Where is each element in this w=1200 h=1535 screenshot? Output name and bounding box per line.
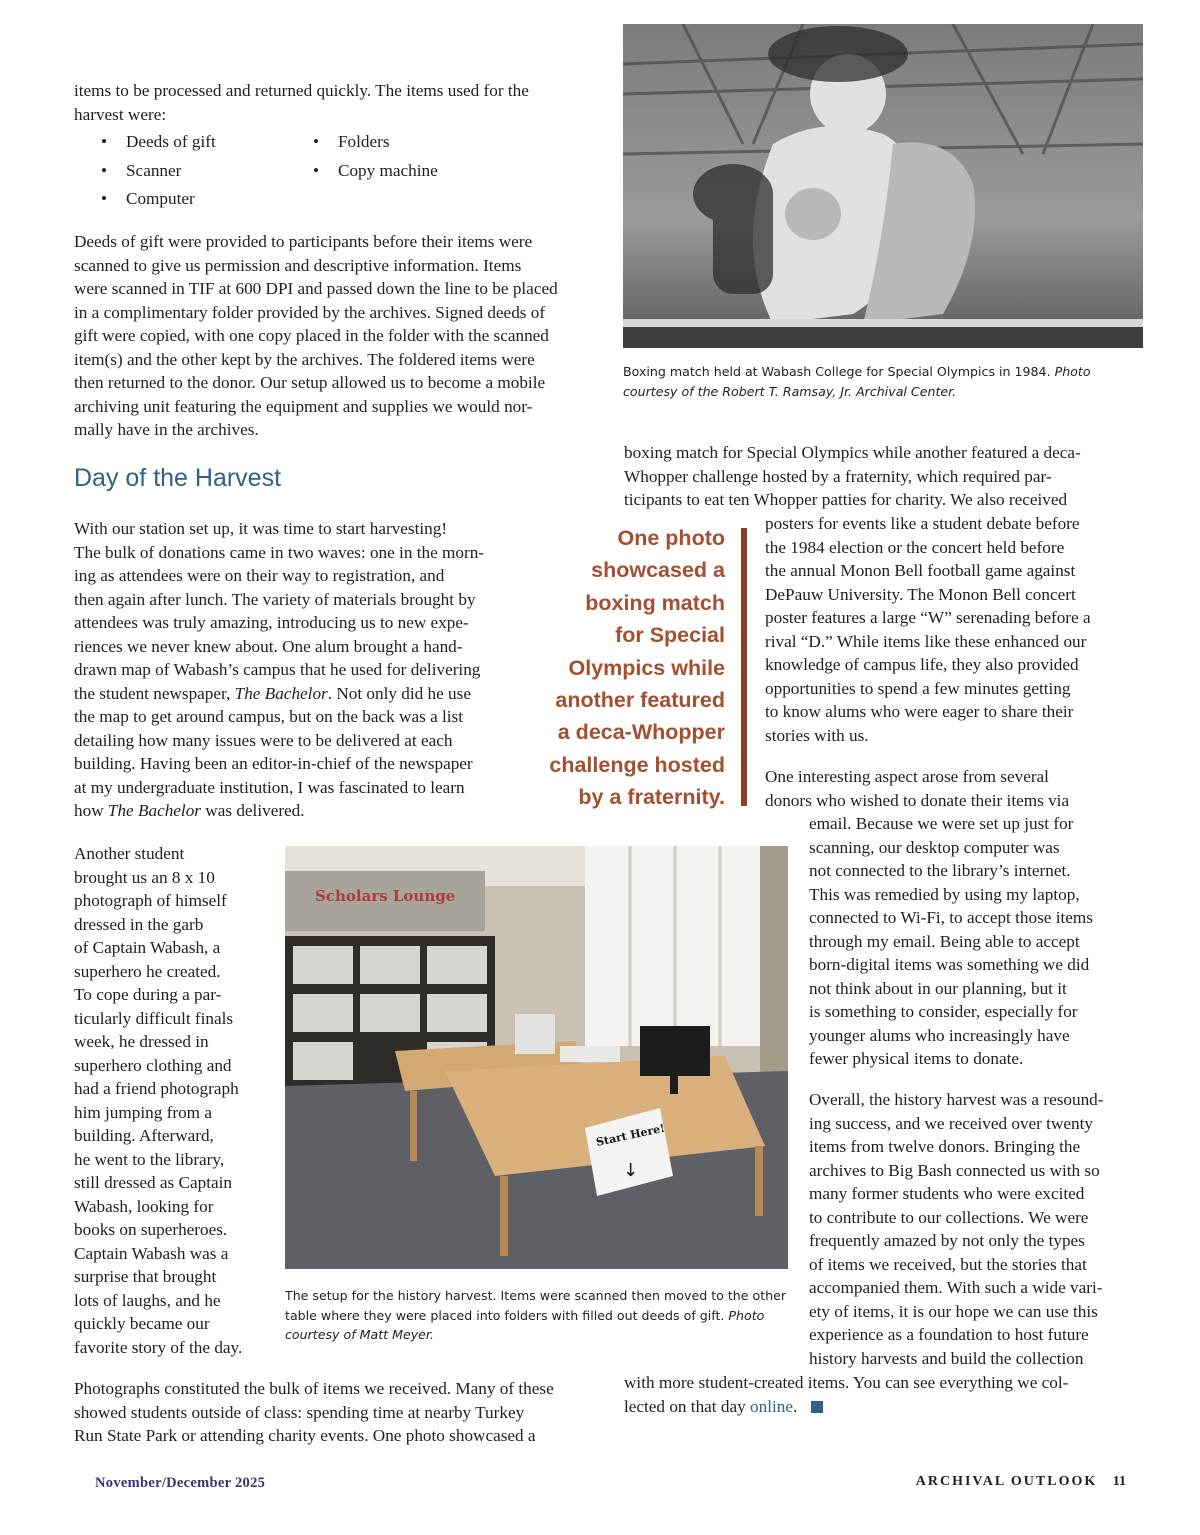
text-line: he went to the library, [74, 1149, 225, 1169]
boxing-photo-graphic [623, 24, 1143, 348]
text-line: building. Afterward, [74, 1126, 214, 1145]
text-line: the 1984 election or the concert held before [765, 537, 1065, 557]
text-line: harvest were: [74, 104, 167, 124]
pull-quote-line: boxing match [585, 590, 725, 615]
text-line: of items we received, but the stories that [809, 1254, 1087, 1274]
text-line: quickly became our [74, 1314, 210, 1333]
text-line: connected to Wi-Fi, to accept those items [809, 908, 1093, 927]
text-line: Deeds of gift were provided to participants before their items were [74, 232, 533, 251]
text-line: ing success, and we received over twenty [809, 1113, 1093, 1133]
text-line: of Captain Wabash, a [74, 938, 221, 957]
text-line: ticularly difficult finals [74, 1008, 234, 1028]
text-line: how The Bachelor was delivered. [74, 801, 305, 820]
photographs-paragraph [74, 1377, 619, 1448]
pull-quote-line: Olympics while [568, 655, 725, 680]
text-line: detailing how many issues were to be delivered at each [74, 730, 453, 750]
text-line: One interesting aspect arose from several [765, 767, 1049, 786]
text-line: To cope during a par- [74, 985, 222, 1004]
captain-wabash-paragraph [74, 842, 279, 1359]
text-line: favorite story of the day. [74, 1337, 243, 1357]
text-line: scanning, our desktop computer was [809, 837, 1060, 857]
text-line: at my undergraduate institution, I was fascinated to learn [74, 777, 465, 797]
text-line: archives to Big Bash connected us with so [809, 1160, 1100, 1180]
text-line: him jumping from a [74, 1102, 212, 1122]
overall-paragraph [809, 1088, 1144, 1370]
history-harvest-setup-photo [285, 846, 788, 1269]
text-line: not think about in our planning, but it [809, 978, 1067, 998]
text-line: Another student [74, 844, 185, 863]
text-line: posters for events like a student debate before [765, 514, 1080, 533]
text-line: the student newspaper, The Bachelor. Not only did he use [74, 683, 471, 703]
list-item: • Computer [74, 185, 304, 214]
text-line: fewer physical items to donate. [809, 1049, 1024, 1068]
text-line: email. Because we were set up just for [809, 814, 1074, 833]
text-line: donors who wished to donate their items via [765, 790, 1070, 810]
text-line: had a friend photograph [74, 1079, 239, 1098]
text-line: with more student-created items. You can see everything we col- [624, 1373, 1069, 1392]
text-line: items to be processed and returned quickly. The items used for the [74, 81, 529, 100]
boxing-photo-caption [623, 362, 1123, 401]
text-line: many former students who were excited [809, 1184, 1085, 1203]
text-line: photograph of himself [74, 891, 227, 910]
caption-text: The setup for the history harvest. Items were scanned then moved to the other table where they were placed into folders with filled out deeds of gift. [285, 1288, 787, 1323]
list-item: • Deeds of gift [74, 128, 304, 157]
equipment-list-col1 [74, 128, 304, 214]
text-line: books on superheroes. [74, 1220, 228, 1239]
text-line: still dressed as Captain [74, 1173, 233, 1192]
newspaper-title: The Bachelor [107, 801, 201, 820]
boxing-continuation-paragraph [624, 441, 1139, 512]
pull-quote-line: One photo [617, 526, 725, 550]
text-line: mally have in the archives. [74, 420, 259, 439]
text-line: items from twelve donors. Bringing the [809, 1137, 1081, 1156]
text-line: then returned to the donor. Our setup allowed us to become a mobile [74, 373, 546, 392]
newspaper-title: The Bachelor [234, 683, 328, 703]
text-line: Run State Park or attending charity events. One photo showcased a [74, 1426, 536, 1445]
text-line: boxing match for Special Olympics while another featured a deca- [624, 443, 1081, 462]
deeds-paragraph [74, 230, 619, 442]
text-line: the annual Monon Bell football game against [765, 561, 1076, 580]
equipment-list-col2 [286, 128, 516, 185]
pull-quote-line: another featured [555, 688, 725, 713]
text-line: riences we never knew about. One alum brought a hand- [74, 636, 463, 656]
text-line: gift were copied, with one copy placed in the folder with the scanned [74, 326, 549, 345]
pull-quote-rule [741, 528, 747, 806]
text-line: to contribute to our collections. We were [809, 1207, 1089, 1227]
pull-quote-line: challenge hosted [549, 752, 725, 777]
section-heading: Day of the Harvest [74, 464, 282, 492]
text-line: lots of laughs, and he [74, 1290, 221, 1310]
caption-credit: Photo courtesy of the Robert T. Ramsay, Jr. Archival Center. [623, 364, 1091, 399]
text-line: experience as a foundation to host future [809, 1325, 1089, 1344]
banner-text: Scholars Lounge [315, 887, 456, 905]
text-line: surprise that brought [74, 1267, 217, 1286]
text-line: Overall, the history harvest was a resound- [809, 1090, 1104, 1109]
email-donation-paragraph-a [765, 765, 1140, 812]
pull-quote-line: for Special [615, 623, 725, 648]
text-line: This was remedied by using my laptop, [809, 884, 1080, 904]
text-line: is something to consider, especially for [809, 1002, 1078, 1021]
text-line: archiving unit featuring the equipment and supplies we would nor- [74, 396, 533, 416]
closing-punctuation: . [792, 1396, 798, 1416]
text-line: history harvests and build the collection [809, 1348, 1084, 1368]
text-line: week, he dressed in [74, 1032, 209, 1051]
text-line: in a complimentary folder provided by the archives. Signed deeds of [74, 302, 546, 322]
sign-arrow: ↓ [623, 1160, 639, 1181]
text-line: DePauw University. The Monon Bell concert [765, 584, 1076, 604]
pull-quote-line: showcased a [591, 558, 725, 583]
list-item: • Folders [286, 128, 516, 157]
text-line: Wabash, looking for [74, 1196, 214, 1216]
text-line: ety of items, it is our hope we can use this [809, 1301, 1098, 1321]
setup-photo-caption [285, 1286, 790, 1345]
text-line: Photographs constituted the bulk of items we received. Many of these [74, 1379, 554, 1398]
online-link[interactable]: online [750, 1396, 793, 1416]
end-mark-icon [811, 1401, 823, 1413]
page-number: 11 [1112, 1474, 1126, 1489]
pull-quote-line: by a fraternity. [578, 785, 725, 810]
text-line: dressed in the garb [74, 914, 204, 934]
text-line: ticipants to eat ten Whopper patties for charity. We also received [624, 490, 1068, 509]
text-line: superhero clothing and [74, 1055, 232, 1075]
boxing-match-photo [623, 24, 1143, 348]
text-line: item(s) and the other kept by the archives. The foldered items were [74, 349, 535, 369]
text-line: drawn map of Wabash’s campus that he used for delivering [74, 660, 481, 679]
text-line: attendees was truly amazing, introducing us to new expe- [74, 613, 469, 632]
issue-date: November/December 2025 [95, 1475, 266, 1491]
text-line: then again after lunch. The variety of materials brought by [74, 589, 476, 609]
text-line: superhero he created. [74, 961, 221, 981]
text-line: With our station set up, it was time to start harvesting! [74, 519, 448, 538]
list-item: • Scanner [74, 157, 304, 186]
text-line: born-digital items was something we did [809, 955, 1090, 974]
intro-paragraph [74, 79, 614, 126]
text-line: to know alums who were eager to share their [765, 702, 1074, 721]
pull-quote [520, 522, 725, 814]
text-line: Captain Wabash was a [74, 1243, 229, 1263]
text-line: ing as attendees were on their way to registration, and [74, 566, 445, 585]
text-line: The bulk of donations came in two waves: one in the morn- [74, 542, 485, 562]
text-line: brought us an 8 x 10 [74, 867, 215, 887]
caption-text: Boxing match held at Wabash College for Special Olympics in 1984. [623, 364, 1051, 379]
text-line: building. Having been an editor-in-chief of the newspaper [74, 754, 473, 773]
text-line: scanned to give us permission and descriptive information. Items [74, 255, 522, 275]
text-line [624, 1395, 1144, 1419]
text-line: were scanned in TIF at 600 DPI and passed down the line to be placed [74, 279, 558, 298]
text-line: opportunities to spend a few minutes getting [765, 678, 1071, 698]
posters-paragraph [765, 512, 1140, 747]
text-line: Whopper challenge hosted by a fraternity, which required par- [624, 466, 1052, 486]
text-line: poster features a large “W” serenading before a [765, 608, 1091, 627]
text-line: through my email. Being able to accept [809, 931, 1080, 951]
text-line: the map to get around campus, but on the back was a list [74, 707, 464, 726]
text-line: stories with us. [765, 725, 869, 745]
list-item: • Copy machine [286, 157, 516, 186]
text-line: younger alums who increasingly have [809, 1025, 1070, 1045]
text-line: knowledge of campus life, they also provided [765, 655, 1079, 674]
publication-name: ARCHIVAL OUTLOOK [915, 1474, 1098, 1489]
setup-photo-graphic [285, 846, 788, 1269]
harvest-paragraph [74, 517, 544, 823]
text-line: accompanied them. With such a wide vari- [809, 1278, 1103, 1297]
text-line: showed students outside of class: spending time at nearby Turkey [74, 1402, 525, 1422]
email-donation-paragraph-b [809, 812, 1139, 1071]
caption-credit: Photo courtesy of Matt Meyer. [285, 1307, 765, 1342]
text-line: rival “D.” While items like these enhanced our [765, 631, 1087, 651]
closing-text: lected on that day [624, 1396, 750, 1416]
text-line: not connected to the library’s internet. [809, 861, 1071, 880]
text-line: frequently amazed by not only the types [809, 1231, 1085, 1250]
publication-footer [850, 1474, 1126, 1490]
sign-text: Start Here! [594, 1121, 666, 1149]
pull-quote-line: a deca-Whopper [557, 720, 725, 745]
closing-paragraph [624, 1371, 1144, 1418]
